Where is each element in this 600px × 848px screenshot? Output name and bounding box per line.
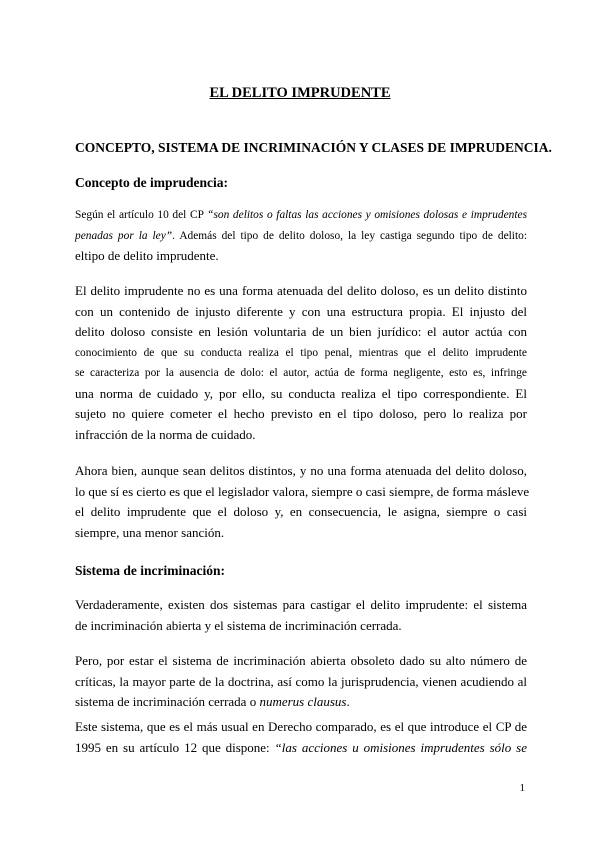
section-heading: CONCEPTO, SISTEMA DE INCRIMINACIÓN Y CLASES DE IMPRUDENCIA. [75, 140, 552, 155]
paragraph-line: 1995 en su artículo 12 que dispone: “las acciones u omisiones imprudentes sólo se [75, 739, 527, 755]
paragraph-4 [75, 595, 527, 636]
document-title: EL DELITO IMPRUDENTE [209, 85, 391, 101]
paragraph-line: Ahora bien, aunque sean delitos distintos, y no una forma atenuada del delito doloso, [75, 463, 527, 478]
page-number: 1 [519, 782, 525, 794]
paragraph-line: sujeto no quiere cometer el hecho previsto en el tipo doloso, pero lo realiza por [75, 406, 527, 421]
paragraph-line: penadas por la ley”. Además del tipo de delito doloso, la ley castiga segundo tipo de delito: [75, 229, 527, 242]
paragraph-line: Este sistema, que es el más usual en Derecho comparado, es el que introduce el CP de [75, 719, 527, 734]
paragraph-2 [75, 281, 527, 445]
paragraph-line: Verdaderamente, existen dos sistemas para castigar el delito imprudente: el sistema [75, 597, 527, 612]
subheading-concepto: Concepto de imprudencia: [75, 175, 228, 190]
subheading-sistema: Sistema de incriminación: [75, 563, 225, 578]
paragraph-line: sistema de incriminación cerrada o numerus clausus. [75, 694, 350, 709]
paragraph-line: eltipo de delito imprudente. [75, 248, 219, 263]
paragraph-line: infracción de la norma de cuidado. [75, 426, 256, 442]
paragraph-5 [75, 651, 527, 713]
paragraph-line: el delito imprudente que el doloso y, en consecuencia, le asigna, siempre o casi [75, 504, 527, 519]
paragraph-line: lo que sí es cierto es que el legislador valora, siempre o casi siempre, de forma másleve [75, 483, 530, 499]
paragraph-line: El delito imprudente no es una forma atenuada del delito doloso, es un delito distinto [75, 283, 527, 298]
paragraph-line: conocimiento de que su conducta realiza el tipo penal, mientras que el delito imprudente [75, 346, 527, 359]
paragraph-line: Según el artículo 10 del CP “son delitos o faltas las acciones y omisiones dolosas e imprudentes [75, 209, 528, 221]
paragraph-3 [75, 461, 530, 543]
paragraph-line: de incriminación abierta y el sistema de incriminación cerrada. [75, 617, 402, 633]
paragraph-line: críticas, la mayor parte de la doctrina, así como la jurisprudencia, vienen acudiendo al [75, 673, 527, 689]
paragraph-6 [75, 717, 527, 758]
paragraph-line: Pero, por estar el sistema de incriminación abierta obsoleto dado su alto número de [75, 653, 527, 668]
paragraph-line: delito doloso consiste en lesión voluntaria de un bien jurídico: el autor actúa con [75, 324, 527, 339]
paragraph-line: con un contenido de injusto diferente y con una estructura propia. El injusto del [75, 303, 527, 319]
paragraph-line: siempre, una menor sanción. [75, 524, 225, 540]
paragraph-line: se caracteriza por la ausencia de dolo: el autor, actúa de forma negligente, esto es, infringe [75, 367, 527, 379]
paragraph-1 [75, 205, 527, 267]
paragraph-line: una norma de cuidado y, por ello, su conducta realiza el tipo correspondiente. El [75, 385, 527, 401]
